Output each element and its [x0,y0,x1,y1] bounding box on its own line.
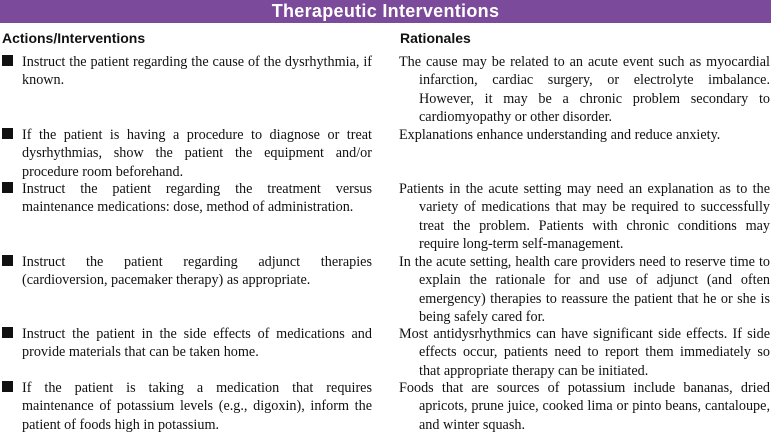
action-item [2,379,372,434]
rationale-item [399,253,770,326]
action-item [2,253,372,290]
section-title-banner: Therapeutic Interventions [0,0,771,23]
square-bullet-icon [2,182,13,193]
rationales-column-header: Rationales [400,30,471,46]
square-bullet-icon [2,55,13,66]
rationale-text: Most antidysrhythmics can have significant side effects. If side effects occur, patients need to report them immediately so that appropriate therapy can be initiated. [399,326,770,379]
action-text: Instruct the patient regarding the treatment versus maintenance medications: dose, method of administration. [22,181,372,216]
action-text: Instruct the patient regarding the cause of the dysrhythmia, if known. [22,54,372,89]
rationale-text: Explanations enhance understanding and reduce anxiety. [399,127,721,143]
rationale-item [399,126,770,144]
square-bullet-icon [2,327,13,338]
rationale-item [399,180,770,253]
rationale-text: Foods that are sources of potassium include bananas, dried apricots, prune juice, cooked lima or pinto beans, cantaloupe, and winter squash. [399,380,770,433]
square-bullet-icon [2,128,13,139]
action-text: If the patient is having a procedure to diagnose or treat dysrhythmias, show the patient the equipment and/or procedure room beforehand. [22,127,372,180]
square-bullet-icon [2,381,13,392]
action-text: Instruct the patient regarding adjunct therapies (cardioversion, pacemaker therapy) as appropriate. [22,254,372,289]
action-item [2,126,372,181]
action-text: Instruct the patient in the side effects of medications and provide materials that can be taken home. [22,326,372,361]
rationale-text: The cause may be related to an acute event such as myocardial infarction, cardiac surgery, or electrolyte imbalance. However, it may be a chronic problem secondary to cardiomyopathy or other disorder. [399,54,770,125]
actions-column-header: Actions/Interventions [2,30,146,46]
action-item [2,53,372,90]
rationale-text: In the acute setting, health care providers need to reserve time to explain the rationale for and use of adjunct (and often emergency) therapies to reassure the patient that he or she is being safely cared for. [399,254,770,325]
rationale-text: Patients in the acute setting may need an explanation as to the variety of medications that may be required to successfully treat the problem. Patients with chronic conditions may require long-term self-management. [399,181,770,252]
action-item [2,325,372,362]
rationale-item [399,53,770,126]
square-bullet-icon [2,255,13,266]
rationale-item [399,379,770,434]
rationale-item [399,325,770,380]
action-text: If the patient is taking a medication that requires maintenance of potassium levels (e.g., digoxin), inform the patient of foods high in potassium. [22,380,372,433]
action-item [2,180,372,217]
